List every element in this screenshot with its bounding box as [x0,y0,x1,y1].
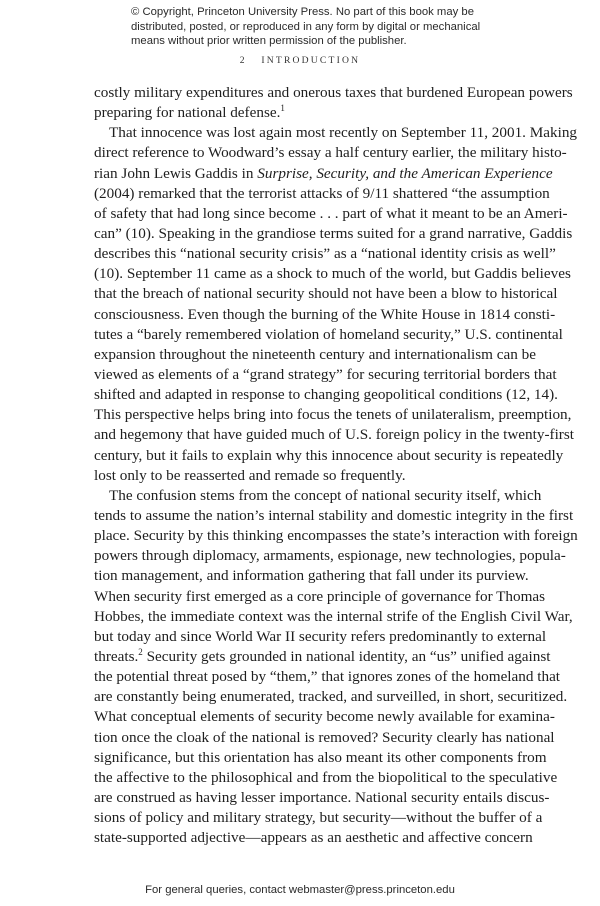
text-line [94,83,573,103]
line-text: sions of policy and military strategy, but security—without the buffer of a [94,809,543,827]
line-text: Security gets grounded in national identity, an “us” unified against [142,647,551,665]
line-text: preparing for national defense. [94,104,281,122]
text-line [94,627,547,647]
line-text: powers through diplomacy, armaments, espionage, new technologies, popula- [94,547,566,565]
text-line [94,646,551,667]
line-text: the potential threat posed by “them,” that ignores zones of the homeland that [94,668,561,686]
text-line [94,828,533,848]
footnote-marker[interactable]: 1 [280,103,285,114]
text-line [94,506,574,526]
line-text: state-supported adjective—appears as an aesthetic and affective concern [94,829,533,847]
line-text: that the breach of national security should not have been a blow to historical [94,285,558,303]
line-text: threats. [94,647,139,665]
text-line [94,365,557,385]
body-text [94,83,578,848]
text-line [94,284,558,304]
text-line [94,345,536,365]
text-line [94,466,518,486]
line-text: place. Security by this thinking encompasses the state’s interaction with foreign [94,527,578,545]
text-line [94,264,571,284]
line-text: What conceptual elements of security become newly available for examina- [94,708,555,726]
line-text: are constantly being enumerated, tracked, and surveilled, in short, securitized. [94,688,568,706]
text-line [94,808,543,828]
text-line [94,244,556,264]
text-line [94,446,564,466]
text-line [94,405,572,425]
text-line [94,164,553,184]
line-text: rian John Lewis Gaddis in [94,164,258,182]
footnote-marker[interactable]: 2 [138,646,143,657]
page-number: 2 [239,55,247,66]
text-line [94,526,578,546]
text-line [94,385,558,405]
text-line [94,788,550,808]
line-text: tends to assume the nation’s internal stability and domestic integrity in the first [94,506,574,524]
line-text: tion management, and information gathering that fall under its purview. [94,567,529,585]
text-line [94,123,578,143]
line-text: can” (10). Speaking in the grandiose terms suited for a grand narrative, Gaddis [94,224,573,242]
text-line [94,587,546,607]
footer-contact: For general queries, contact webmaster@press.princeton.edu [145,884,455,896]
text-line [94,486,542,506]
line-text: costly military expenditures and onerous taxes that burdened European powers [94,84,573,101]
text-line [94,103,518,123]
line-text: significance, but this orientation has also meant its other components from [94,748,547,766]
copyright-line: means without prior written permission of the publisher. [131,35,407,48]
line-text: tion once the cloak of the national is removed? Security clearly has national [94,728,555,746]
line-text: of safety that had long since become . . . part of what it meant to be an Ameri- [94,204,568,222]
line-text: expansion throughout the nineteenth century and internationalism can be [94,345,536,363]
text-line [94,748,547,768]
text-line [94,325,563,345]
text-line [94,566,529,586]
text-line [94,224,573,244]
text-line [94,768,558,788]
line-text: (2004) remarked that the terrorist attacks of 9/11 shattered “the assumption [94,184,550,202]
line-text: century, but it fails to explain why this innocence about security is repeatedly [94,446,564,464]
text-line [94,667,561,687]
line-text: Hobbes, the immediate context was the internal strife of the English Civil War, [94,607,573,625]
text-line [94,204,568,224]
text-line [94,184,550,204]
copyright-notice [131,5,491,49]
line-text: are construed as having lesser importance. National security entails discus- [94,788,550,806]
line-text: and hegemony that have guided much of U.S. foreign policy in the twenty-first [94,426,574,444]
line-text: This perspective helps bring into focus the tenets of unilateralism, preemption, [94,406,572,424]
line-text: viewed as elements of a “grand strategy” for securing territorial borders that [94,365,557,383]
line-text: but today and since World War II security refers predominantly to external [94,627,547,645]
line-text: The confusion stems from the concept of national security itself, which [109,486,542,504]
line-text: lost only to be reasserted and remade so frequently. [94,466,406,484]
line-text: describes this “national security crisis” as a “national identity crisis as well” [94,245,556,263]
line-text: When security first emerged as a core principle of governance for Thomas [94,587,546,605]
line-text: (10). September 11 came as a shock to much of the world, but Gaddis believes [94,265,571,283]
line-text: tutes a “barely remembered violation of homeland security,” U.S. continental [94,325,563,343]
copyright-line: distributed, posted, or reproduced in any form by digital or mechanical [131,20,481,33]
text-line [94,687,568,707]
copyright-line: © Copyright, Princeton University Press. No part of this book may be [131,6,474,18]
line-text: direct reference to Woodward’s essay a half century earlier, the military histo- [94,144,567,162]
text-line [94,425,574,445]
line-text: the affective to the philosophical and from the biopolitical to the speculative [94,768,558,786]
text-line [94,546,566,566]
text-line [94,707,555,727]
text-line [94,728,555,748]
text-line [94,305,556,325]
book-title-italic: Surprise, Security, and the American Experience [257,164,553,182]
text-line [94,607,573,627]
text-line [94,143,567,163]
running-head [0,55,600,66]
line-text: That innocence was lost again most recently on September 11, 2001. Making [109,124,578,142]
running-title: INTRODUCTION [261,55,361,66]
line-text: consciousness. Even though the burning of the White House in 1814 consti- [94,305,556,323]
line-text: shifted and adapted in response to changing geopolitical conditions (12, 14). [94,386,558,404]
